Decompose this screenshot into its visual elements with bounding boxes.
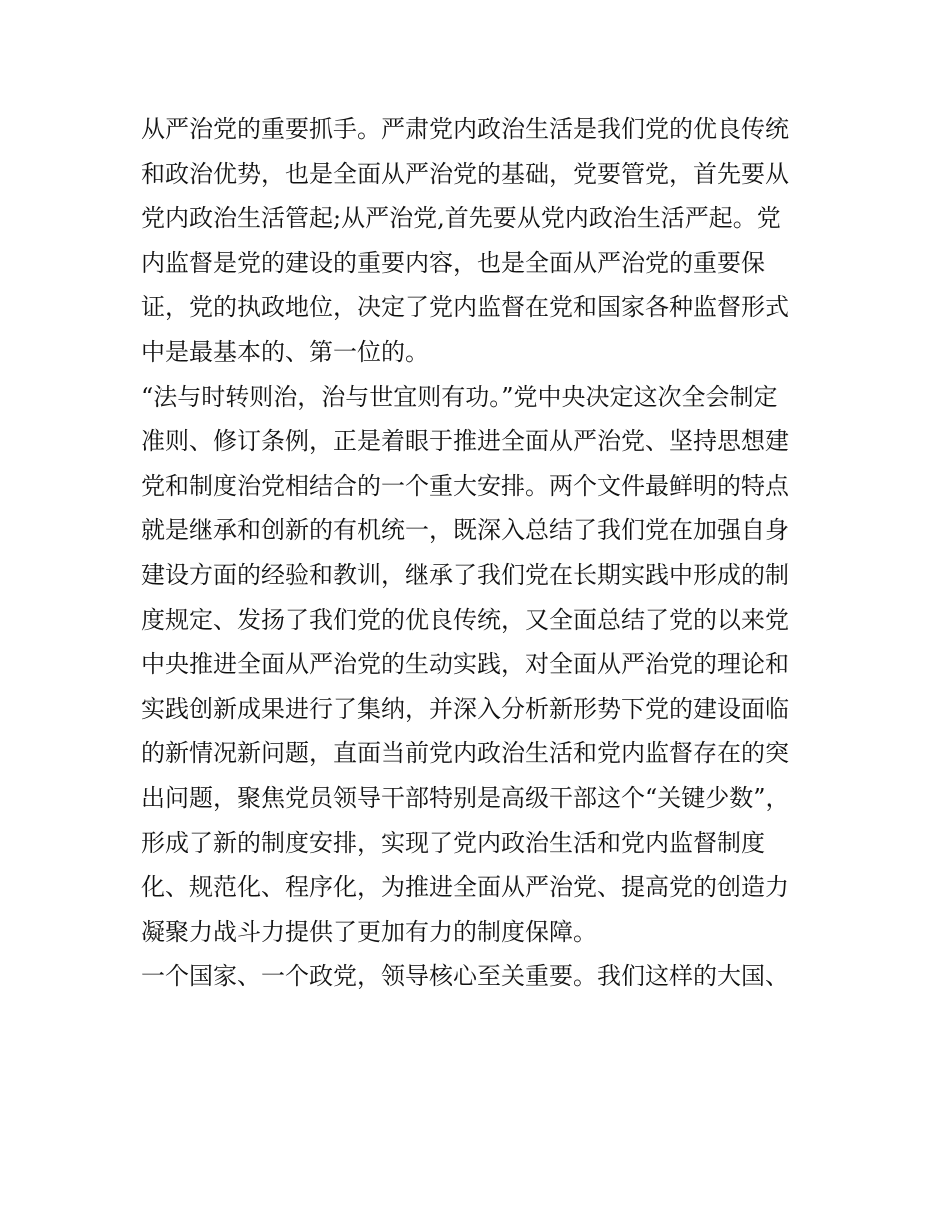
- text-line: 党和制度治党相结合的一个重大安排。两个文件最鲜明的特点: [141, 471, 789, 500]
- text-line: 建设方面的经验和教训，继承了我们党在长期实践中形成的制: [141, 560, 789, 589]
- text-line: 党内政治生活管起;从严治党,首先要从党内政治生活严起。党: [141, 204, 781, 233]
- text-line: 化、规范化、程序化，为推进全面从严治党、提高党的创造力: [141, 873, 789, 902]
- text-line: 一个国家、一个政党，领导核心至关重要。我们这样的大国、: [141, 962, 789, 991]
- text-line: 的新情况新问题，直面当前党内政治生活和党内监督存在的突: [141, 739, 789, 768]
- text-line: 形成了新的制度安排，实现了党内政治生活和党内监督制度: [141, 828, 765, 857]
- body-text: [141, 107, 821, 999]
- text-line: 凝聚力战斗力提供了更加有力的制度保障。: [141, 917, 597, 946]
- text-line: 中央推进全面从严治党的生动实践，对全面从严治党的理论和: [141, 650, 789, 679]
- text-line: 内监督是党的建设的重要内容，也是全面从严治党的重要保: [141, 248, 765, 277]
- text-line: 实践创新成果进行了集纳，并深入分析新形势下党的建设面临: [141, 694, 789, 723]
- text-line: 证，党的执政地位，决定了党内监督在党和国家各种监督形式: [141, 293, 789, 322]
- text-line: 出问题，聚焦党员领导干部特别是高级干部这个“关键少数”，: [141, 783, 790, 812]
- text-line: “法与时转则治，治与世宜则有功。”党中央决定这次全会制定: [141, 382, 778, 411]
- text-line: 准则、修订条例，正是着眼于推进全面从严治党、坚持思想建: [141, 427, 789, 456]
- text-line: 和政治优势，也是全面从严治党的基础，党要管党，首先要从: [141, 159, 789, 188]
- text-line: 从严治党的重要抓手。严肃党内政治生活是我们党的优良传统: [141, 115, 789, 143]
- text-line: 度规定、发扬了我们党的优良传统，又全面总结了党的以来党: [141, 605, 789, 634]
- text-line: 就是继承和创新的有机统一，既深入总结了我们党在加强自身: [141, 516, 789, 545]
- text-line: 中是最基本的、第一位的。: [141, 337, 429, 366]
